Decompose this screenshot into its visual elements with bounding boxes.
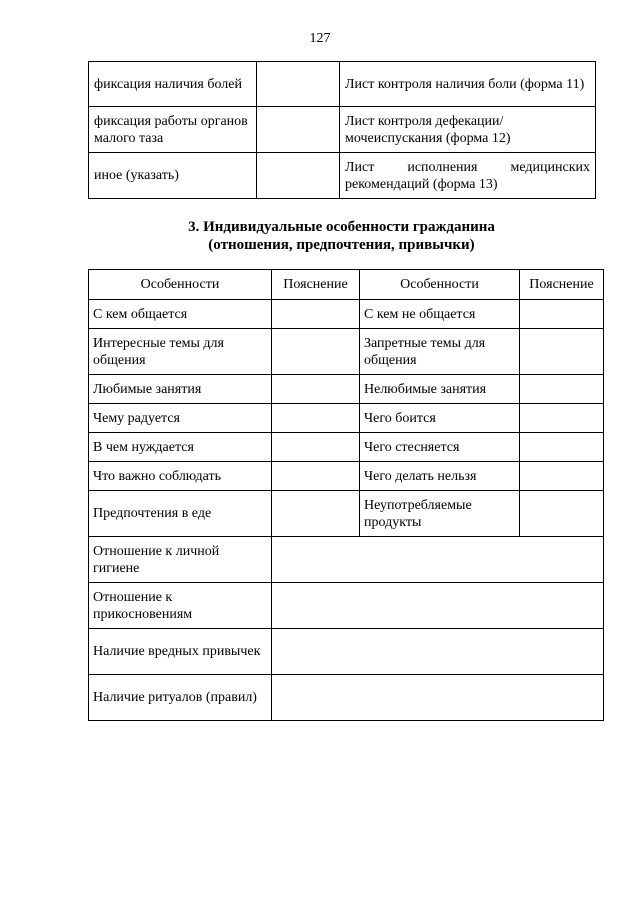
care-item-mark-cell[interactable] [257,107,340,153]
table-row [89,404,604,433]
table-header-row [89,270,604,300]
feature-label: Нелюбимые занятия [360,375,520,404]
care-item-label: фиксация работы органов малого таза [89,107,257,153]
feature-label: Отношение к прикосновениям [89,583,272,629]
table-row [89,675,604,721]
care-item-form: Лист контроля наличия боли (форма 11) [340,62,596,107]
explanation-cell[interactable] [272,675,604,721]
explanation-cell[interactable] [272,629,604,675]
care-item-form-line2: рекомендаций (форма 13) [345,176,498,192]
explanation-cell[interactable] [520,404,604,433]
column-header-features: Особенности [360,270,520,300]
table-row [89,462,604,491]
feature-label: Предпочтения в еде [89,491,272,537]
table-row [89,537,604,583]
feature-label: С кем общается [89,300,272,329]
table-row [89,62,596,107]
table-row [89,491,604,537]
table-row [89,300,604,329]
table-row [89,153,596,199]
section-title [88,218,595,254]
feature-label: Чего стесняется [360,433,520,462]
feature-label: Неупотребляемые продукты [360,491,520,537]
features-table [88,269,604,721]
table-row [89,433,604,462]
page-number: 127 [309,31,331,46]
feature-label: Что важно соблюдать [89,462,272,491]
explanation-cell[interactable] [520,300,604,329]
feature-label: Наличие ритуалов (правил) [89,675,272,721]
table-row [89,629,604,675]
column-header-features: Особенности [89,270,272,300]
explanation-cell[interactable] [272,404,360,433]
explanation-cell[interactable] [520,462,604,491]
feature-label: Отношение к личной гигиене [89,537,272,583]
feature-label: В чем нуждается [89,433,272,462]
feature-label: Любимые занятия [89,375,272,404]
table-row [89,107,596,153]
care-item-label: фиксация наличия болей [89,62,257,107]
feature-label: Интересные темы для общения [89,329,272,375]
feature-label: Запретные темы для общения [360,329,520,375]
feature-label: Чему радуется [89,404,272,433]
explanation-cell[interactable] [272,491,360,537]
explanation-cell[interactable] [272,329,360,375]
explanation-cell[interactable] [520,433,604,462]
explanation-cell[interactable] [272,537,604,583]
feature-label: Чего делать нельзя [360,462,520,491]
explanation-cell[interactable] [272,433,360,462]
explanation-cell[interactable] [272,583,604,629]
explanation-cell[interactable] [272,375,360,404]
explanation-cell[interactable] [272,462,360,491]
section-title-line2: (отношения, предпочтения, привычки) [208,237,475,253]
feature-label: Наличие вредных привычек [89,629,272,675]
care-forms-table [88,61,596,199]
care-item-form: Лист контроля дефекации/ мочеиспускания (форма 12) [340,107,596,153]
table-row [89,329,604,375]
care-item-form-line1: Лист исполнения медицинских [345,159,590,175]
table-row [89,375,604,404]
explanation-cell[interactable] [520,329,604,375]
column-header-explanation: Пояснение [272,270,360,300]
feature-label: Чего боится [360,404,520,433]
care-item-label: иное (указать) [89,153,257,199]
explanation-cell[interactable] [272,300,360,329]
feature-label: С кем не общается [360,300,520,329]
explanation-cell[interactable] [520,375,604,404]
care-item-mark-cell[interactable] [257,153,340,199]
table-row [89,583,604,629]
explanation-cell[interactable] [520,491,604,537]
column-header-explanation: Пояснение [520,270,604,300]
care-item-form [340,153,596,199]
section-title-line1: 3. Индивидуальные особенности гражданина [188,219,495,235]
care-item-mark-cell[interactable] [257,62,340,107]
